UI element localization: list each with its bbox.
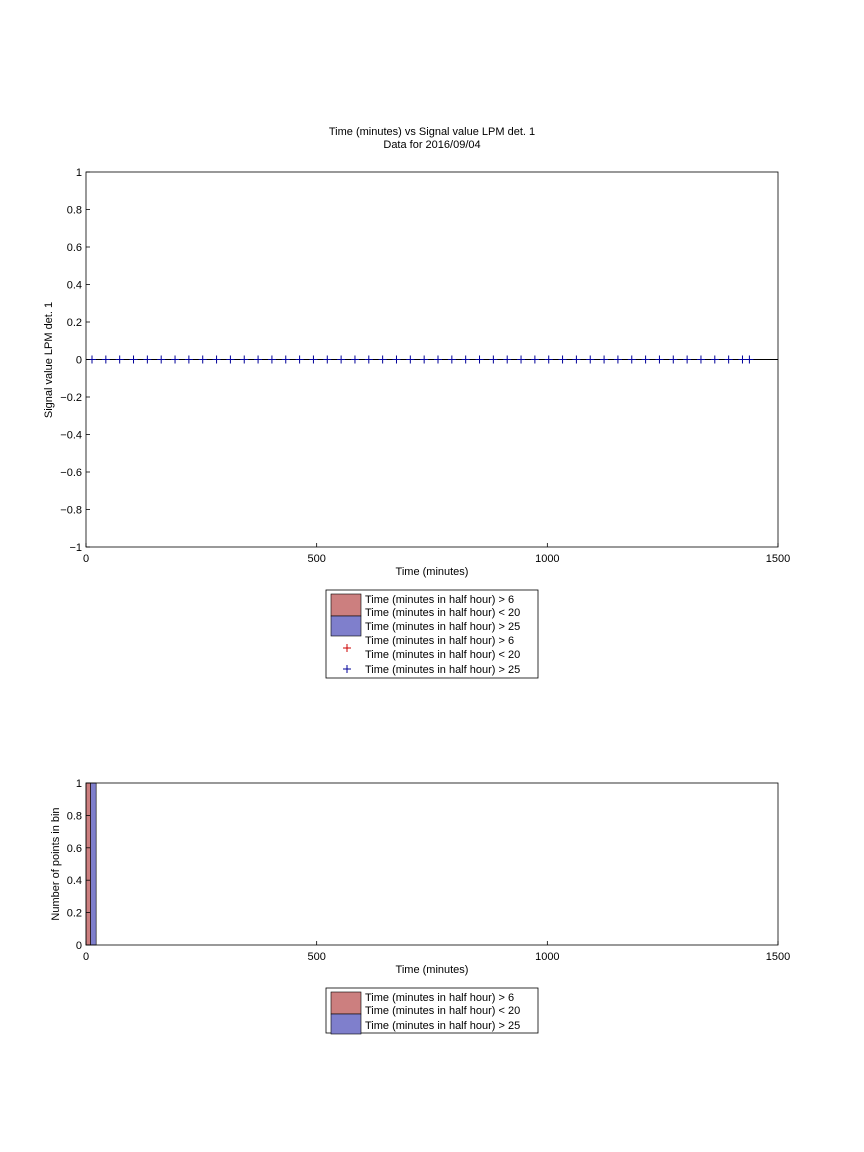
x-tick-label: 1000 <box>535 553 560 565</box>
y-tick-label: 0 <box>75 940 82 952</box>
x-tick-label: 1500 <box>765 951 791 963</box>
data-point <box>226 356 234 364</box>
data-point <box>365 356 373 364</box>
chart1-title: Time (minutes) vs Signal value LPM det. 1 <box>328 126 536 138</box>
y-tick-label: −0.2 <box>60 392 82 404</box>
y-tick-label: −0.6 <box>60 467 82 479</box>
data-point <box>600 356 608 364</box>
data-point <box>642 356 650 364</box>
data-point <box>655 356 663 364</box>
data-point <box>697 356 705 364</box>
legend-text: Time (minutes in half hour) > 25 <box>365 664 521 676</box>
data-point <box>130 356 138 364</box>
y-tick-label: 1 <box>75 167 82 179</box>
data-point <box>586 356 594 364</box>
x-tick-label: 1000 <box>535 951 560 963</box>
chart1-legend <box>326 590 538 678</box>
legend-text: Time (minutes in half hour) < 20 <box>365 649 521 661</box>
data-point <box>448 356 456 364</box>
x-tick-label: 0 <box>82 951 90 963</box>
data-point <box>628 356 636 364</box>
data-point <box>614 356 622 364</box>
data-point <box>171 356 179 364</box>
data-point <box>240 356 248 364</box>
y-tick-label: −0.4 <box>60 429 82 442</box>
data-point <box>199 356 207 364</box>
y-tick-label: 0.2 <box>66 907 82 920</box>
data-point <box>296 356 304 364</box>
data-point <box>572 356 580 364</box>
chart1-y-ticks <box>60 167 90 554</box>
y-tick-label: 0.4 <box>66 875 82 888</box>
chart2-bars <box>86 783 96 945</box>
legend-text: Time (minutes in half hour) < 20 <box>365 607 521 619</box>
x-tick-label: 500 <box>307 951 326 963</box>
data-point <box>531 356 539 364</box>
chart2-axes-box <box>86 783 778 945</box>
x-tick-label: 0 <box>82 553 90 565</box>
data-point <box>143 356 151 364</box>
y-tick-label: 0.8 <box>66 204 82 217</box>
chart2-x-ticks <box>83 941 790 963</box>
legend-text: Time (minutes in half hour) > 6 <box>365 992 515 1004</box>
data-point <box>725 356 733 364</box>
data-point <box>434 356 442 364</box>
chart1-x-axis-label: Time (minutes) <box>395 566 469 578</box>
data-point <box>738 356 746 364</box>
data-point <box>503 356 511 364</box>
data-point <box>476 356 484 364</box>
chart2-legend <box>326 988 538 1034</box>
data-point <box>185 356 193 364</box>
y-tick-label: 0.8 <box>66 810 82 823</box>
data-point <box>489 356 497 364</box>
data-point <box>420 356 428 364</box>
x-tick-label: 500 <box>307 553 326 565</box>
chart1-y-axis-label: Signal value LPM det. 1 <box>43 301 55 419</box>
data-point <box>517 356 525 364</box>
histogram-bar <box>86 783 91 945</box>
legend-patch-red <box>331 992 361 1014</box>
data-point <box>745 356 753 364</box>
histogram-chart <box>50 778 790 976</box>
data-point <box>213 356 221 364</box>
chart1-subtitle: Data for 2016/09/04 <box>383 139 481 151</box>
y-tick-label: −0.8 <box>60 504 82 517</box>
data-point <box>351 356 359 364</box>
legend-text: Time (minutes in half hour) > 25 <box>365 1020 521 1032</box>
legend-patch-blue <box>331 1014 361 1034</box>
data-point <box>379 356 387 364</box>
chart2-x-axis-label: Time (minutes) <box>395 964 469 976</box>
data-point <box>102 356 110 364</box>
data-point <box>545 356 553 364</box>
data-point <box>462 356 470 364</box>
data-point <box>683 356 691 364</box>
legend-patch-blue <box>331 616 361 636</box>
legend-text: Time (minutes in half hour) < 20 <box>365 1005 521 1017</box>
data-point <box>254 356 262 364</box>
y-tick-label: 0.2 <box>66 317 82 329</box>
legend-patch-red <box>331 594 361 616</box>
histogram-bar <box>91 783 97 945</box>
legend-text: Time (minutes in half hour) > 6 <box>365 594 515 606</box>
data-point <box>669 356 677 364</box>
chart1-marks <box>86 356 778 364</box>
legend-text: Time (minutes in half hour) > 25 <box>365 621 521 633</box>
data-point <box>323 356 331 364</box>
y-tick-label: 1 <box>75 778 82 790</box>
data-point <box>711 356 719 364</box>
data-point <box>559 356 567 364</box>
signal-scatter-chart <box>43 126 790 578</box>
data-point <box>268 356 276 364</box>
data-point <box>116 356 124 364</box>
chart1-x-ticks <box>83 543 790 565</box>
data-point <box>282 356 290 364</box>
x-tick-label: 1500 <box>765 553 791 565</box>
data-point <box>337 356 345 364</box>
y-tick-label: −1 <box>69 542 82 554</box>
chart2-y-axis-label: Number of points in bin <box>50 807 62 921</box>
data-point <box>157 356 165 364</box>
y-tick-label: 0.4 <box>66 279 82 292</box>
data-point <box>392 356 400 364</box>
y-tick-label: 0.6 <box>66 242 82 254</box>
y-tick-label: 0 <box>75 354 82 367</box>
y-tick-label: 0.6 <box>66 842 82 855</box>
legend-text: Time (minutes in half hour) > 6 <box>365 635 515 647</box>
data-point <box>309 356 317 364</box>
data-point <box>406 356 414 364</box>
